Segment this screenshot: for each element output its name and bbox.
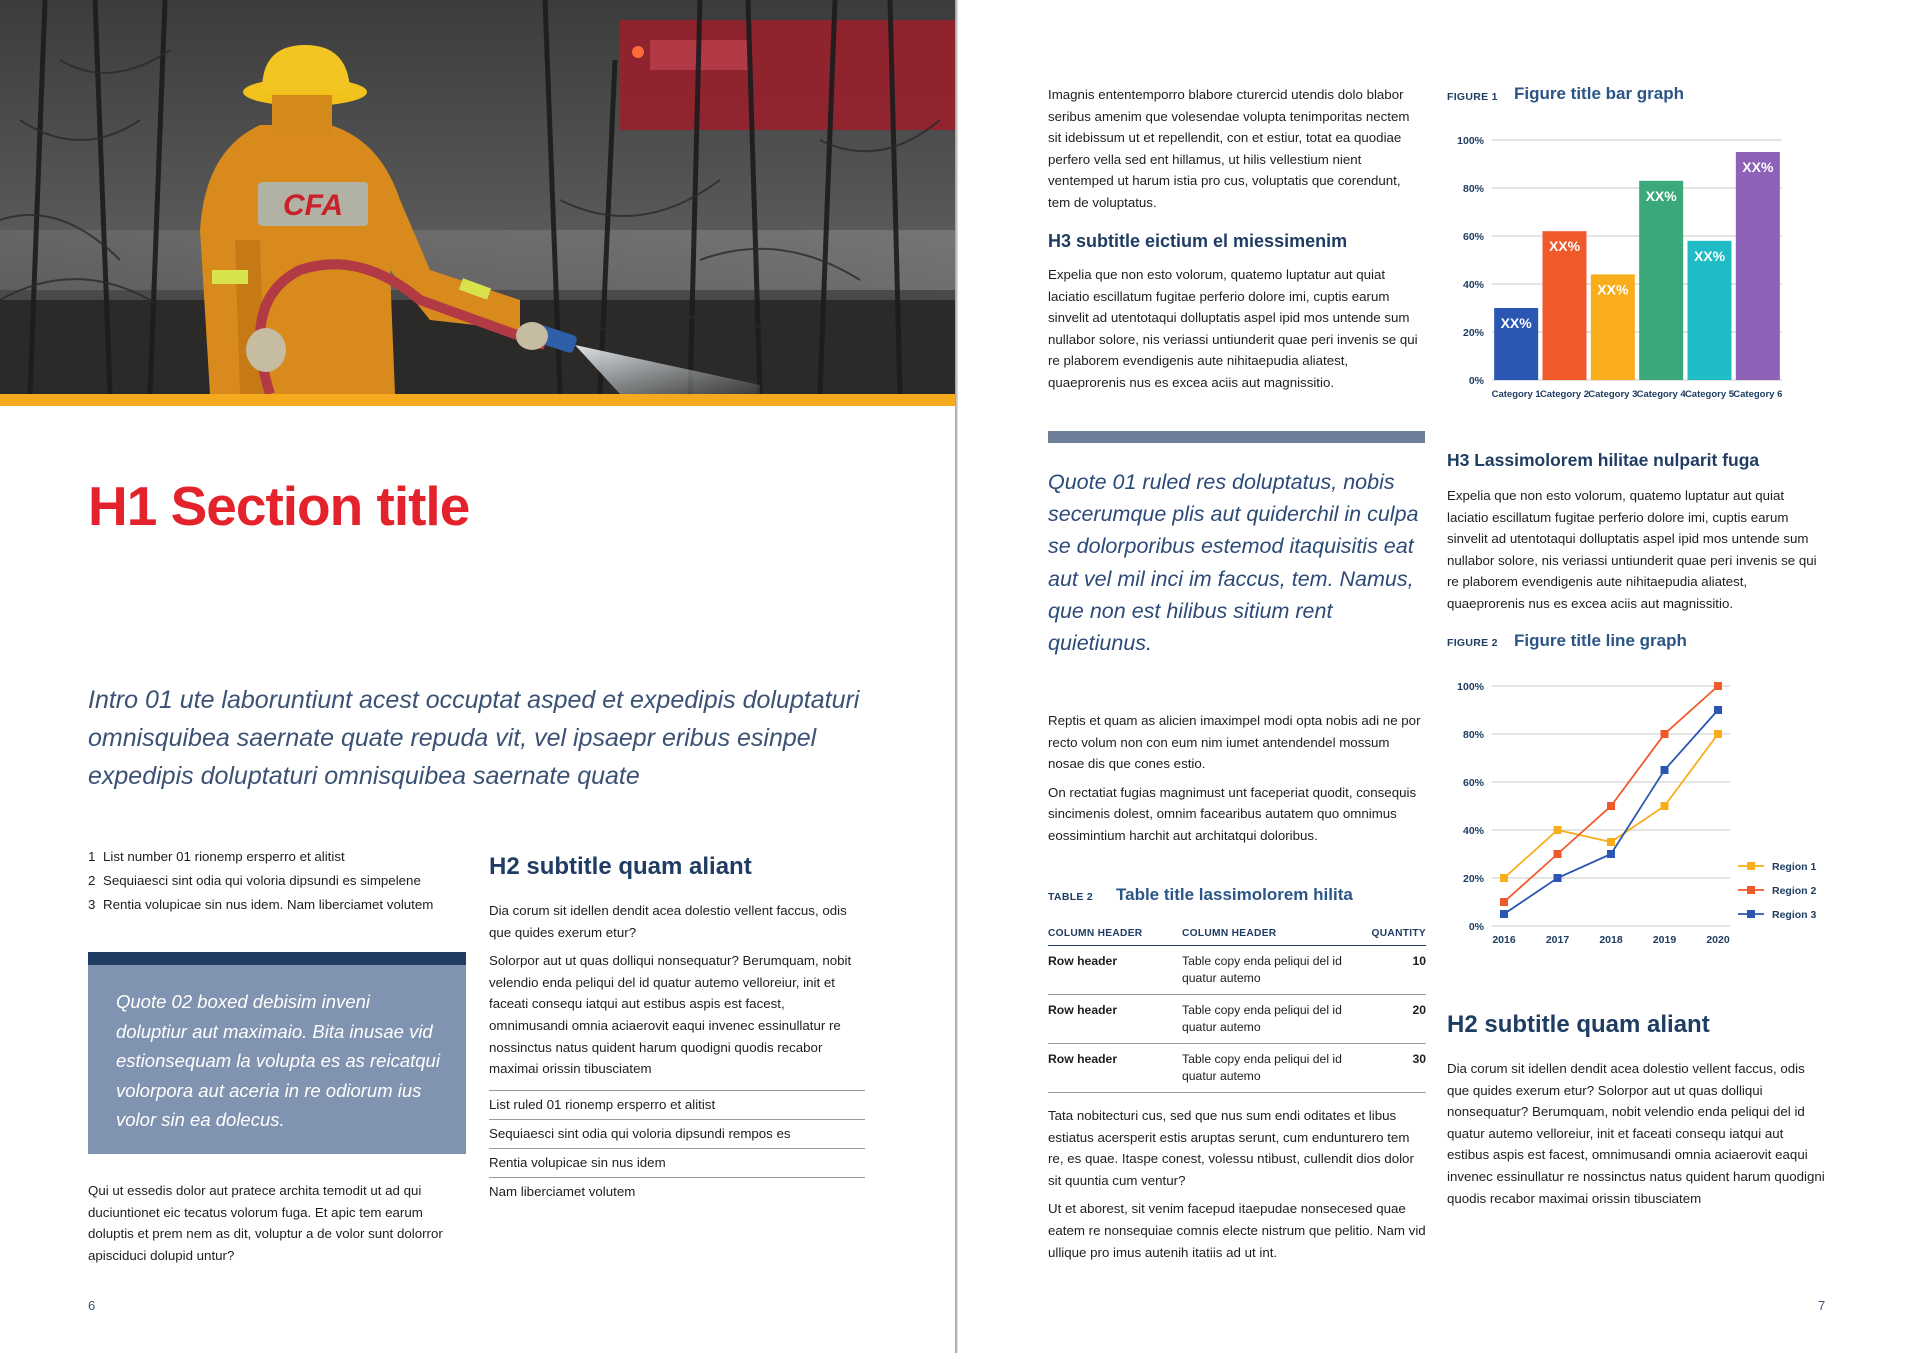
data-point [1554, 874, 1562, 882]
series-line [1504, 710, 1718, 914]
list-number: 2 [88, 873, 96, 888]
figure-title: Figure title line graph [1514, 631, 1687, 650]
data-point [1661, 766, 1669, 774]
x-tick-label: 2016 [1492, 934, 1516, 946]
x-tick-label: Category 3 [1588, 389, 1638, 400]
table-row [1048, 1044, 1426, 1093]
h3-subtitle: H3 subtitle eictium el miessimenim [1048, 231, 1348, 251]
ruled-quote: Quote 01 ruled res doluptatus, nobis secerumque plis aut quiderchil in culpa se dolorporibus estemod itaquisitis eat aut vel mil inci im faccus, tem. Namus, que non est hilibus sitium rent quietiunus. [1048, 470, 1419, 656]
paragraph-group [1048, 710, 1426, 854]
paragraph: Imagnis ententemporro blabore cturercid utendis dolo blabor seribus amenim que volesendae volupta tenimporitas nectem sit idebissum ut et repellendit, con et estiur, totat ea quodiae perfero vella sed ent hillamus, ut hilis vellestium nient ventemped ut harum istia pro cus, voluptatis que corendunt, tem de voluptatus. [1048, 87, 1410, 210]
x-tick-label: 2019 [1652, 934, 1677, 946]
quantity-cell: 30 [1362, 1044, 1426, 1093]
quote-rule [1048, 431, 1425, 443]
legend-label: Region 3 [1772, 909, 1817, 921]
y-tick-label: 20% [1462, 327, 1484, 339]
numbered-list [88, 845, 468, 917]
list-number: 1 [88, 849, 96, 864]
y-tick-label: 60% [1462, 231, 1484, 243]
h2-subtitle: H2 subtitle quam aliant [489, 853, 752, 880]
list-item [88, 893, 468, 917]
figure-label: FIGURE 1 [1447, 91, 1498, 103]
y-tick-label: 20% [1462, 873, 1484, 885]
x-tick-label: Category 1 [1491, 389, 1541, 400]
data-point [1500, 874, 1508, 882]
quantity-cell: 20 [1362, 995, 1426, 1044]
table-row [1048, 946, 1426, 995]
x-tick-label: 2017 [1545, 934, 1570, 946]
quantity-cell: 10 [1362, 946, 1426, 995]
ruled-list-item: Sequiaesci sint odia qui voloria dipsundi rempos es [489, 1119, 865, 1148]
list-item-text: Rentia volupicae sin nus idem. Nam liberciamet volutem [103, 897, 434, 912]
legend-marker [1747, 910, 1755, 918]
boxed-quote [88, 952, 466, 1154]
data-point [1714, 706, 1722, 714]
left-bottom-paragraph: Qui ut essedis dolor aut pratece archita temodit ut ad qui duciuntionet eic tecatus volorum fuga. Et apic tem earum doluptis et prem nem as dit, voluptur a de volor sunt dolorror apisciduci dolupid untur? [88, 1183, 443, 1263]
ruled-list [489, 1090, 865, 1206]
table-title: Table title lassimolorem hilita [1116, 885, 1353, 904]
accent-bar [0, 394, 956, 406]
legend-label: Region 1 [1772, 861, 1817, 873]
y-tick-label: 0% [1468, 921, 1484, 933]
table-row [1048, 995, 1426, 1044]
bar-data-label: XX% [1742, 159, 1774, 175]
x-tick-label: Category 5 [1684, 389, 1735, 400]
table-header-row [1048, 928, 1426, 946]
bar-data-label: XX% [1548, 238, 1581, 255]
y-tick-label: 60% [1462, 777, 1484, 789]
row-header: Row header [1048, 946, 1182, 995]
paragraph: Expelia que non esto volorum, quatemo luptatur aut quiat laciatio escillatum fugitae perferio dolore imi, cuptis earum sinvelit ad utentotaqui dolluptatis aspel ipid mos untende sum nullabor solore, nis veriassi untiunderit quae peri invenis se qui re plaborem evendigenis aute nihitaepudia aliatest, quaeprorenis nus es excea aciis aut magnissitio. [1447, 488, 1817, 611]
data-point [1500, 898, 1508, 906]
list-item-text: List number 01 rionemp ersperro et alitist [103, 849, 345, 864]
firefighter-image [0, 0, 956, 394]
ruled-list-item: Nam liberciamet volutem [489, 1177, 865, 1206]
data-point [1554, 826, 1562, 834]
paragraph: On rectatiat fugias magnimust unt faceperiat quodit, consequis sincimenis dolest, omnim facearibus autatem quo omnimus eossimintium harchit aut architatqui doloribus. [1048, 784, 1417, 843]
bar-chart [1438, 122, 1798, 412]
line-chart [1438, 672, 1828, 952]
right-page [958, 0, 1914, 1353]
row-header: Row header [1048, 1044, 1182, 1093]
x-tick-label: Category 6 [1733, 389, 1783, 400]
data-point [1607, 802, 1615, 810]
list-number: 3 [88, 897, 96, 912]
list-item [88, 845, 468, 869]
data-point [1607, 838, 1615, 846]
paragraph: Tata nobitecturi cus, sed que nus sum endi oditates et libus estiatus acersperit estis aruptas serunt, cum endunturero tem re, es quae. Itaspe conest, volessu ntibust, cullendit dios dolor sit quuntia cum ventur? [1048, 1108, 1414, 1188]
left-column-2-text [489, 900, 867, 1087]
bar [1639, 181, 1683, 380]
x-tick-label: 2018 [1599, 934, 1623, 946]
x-tick-label: Category 4 [1636, 389, 1686, 400]
paragraph: Reptis et quam as alicien imaximpel modi opta nobis adi ne por recto volum non con eum nim iumet antendendel mossum nosae dis que cones estio. [1048, 713, 1421, 772]
y-tick-label: 40% [1462, 825, 1484, 837]
data-point [1500, 910, 1508, 918]
h1-section-title: H1 Section title [88, 475, 470, 537]
paragraph: Expelia que non esto volorum, quatemo luptatur aut quiat laciatio escillatum fugitae perferio dolore imi, cuptis earum sinvelit ad utentotaqui dolluptatis aspel ipid mos untende sum nullabor solore, nis veriassi untiunderit quae peri invenis se qui re plaborem evendigenis aute nihitaepudia aliatest, quaeprorenis nus es excea aciis aut magnissitio. [1048, 267, 1418, 390]
y-tick-label: 100% [1457, 135, 1484, 147]
x-tick-label: 2020 [1706, 934, 1730, 946]
legend-marker [1747, 862, 1755, 870]
table-cell: Table copy enda peliqui del id quatur autemo [1182, 995, 1362, 1044]
table-cell: Table copy enda peliqui del id quatur autemo [1182, 1044, 1362, 1093]
bar [1736, 152, 1780, 380]
legend-marker [1747, 886, 1755, 894]
row-header: Row header [1048, 995, 1182, 1044]
ruled-list-item: List ruled 01 rionemp ersperro et alitist [489, 1090, 865, 1119]
bar-data-label: XX% [1645, 187, 1677, 204]
list-item [88, 869, 468, 893]
paragraph-group [1048, 1105, 1428, 1270]
series-line [1504, 686, 1718, 902]
y-tick-label: 100% [1457, 681, 1484, 693]
h3-subtitle: H3 Lassimolorem hilitae nulparit fuga [1447, 450, 1760, 470]
paragraph: Dia corum sit idellen dendit acea dolestio vellent faccus, odis que quides exerum etur? [489, 903, 847, 940]
bar-data-label: XX% [1693, 247, 1726, 264]
y-tick-label: 0% [1468, 375, 1484, 387]
data-point [1661, 730, 1669, 738]
data-point [1607, 850, 1615, 858]
helmet-text: CFA [283, 189, 343, 222]
page-number: 7 [1818, 1298, 1826, 1313]
list-item-text: Sequiaesci sint odia qui voloria dipsundi es simpelene [103, 873, 421, 888]
figure-label: FIGURE 2 [1447, 637, 1498, 649]
data-point [1661, 802, 1669, 810]
data-point [1714, 730, 1722, 738]
column-header: COLUMN HEADER [1048, 928, 1182, 946]
legend-label: Region 2 [1772, 885, 1817, 897]
hero-photo-firefighter [0, 0, 956, 394]
paragraph: Solorpor aut ut quas dolliqui nonsequatur? Berumquam, nobit velendio enda peliqui del id quatur autemo velloreiur, init et faceati consequ iatqui aut estibus aspis est facest, omnimusandi omnia aciaerovit eaqui invenec essinullatur re nossinctus natus quident harum quodigni quodis recabor maximai orissin tibusciatem [489, 953, 852, 1077]
data-point [1554, 850, 1562, 858]
figure-title: Figure title bar graph [1514, 84, 1685, 103]
table-cell: Table copy enda peliqui del id quatur autemo [1182, 946, 1362, 995]
paragraph: Dia corum sit idellen dendit acea dolestio vellent faccus, odis que quides exerum etur? Solorpor aut ut quas dolliqui nonsequatur? Berumquam, nobit velendio enda peliqui del id quatur autemo velloreiur, init et faceati consequ iatqui aut estibus aspis est facest, omnimusandi omnia aciaerovit eaqui invenec essinullatur re nossinctus natus quident harum quodigni quodis recabor maximai orissin tibusciatem [1447, 1061, 1825, 1206]
column-header: COLUMN HEADER [1182, 928, 1362, 946]
bar-data-label: XX% [1500, 315, 1532, 331]
ruled-list-item: Rentia volupicae sin nus idem [489, 1148, 865, 1177]
y-tick-label: 80% [1462, 183, 1484, 195]
intro-paragraph: Intro 01 ute laboruntiunt acest occuptat asped et expedipis doluptaturi omnisquibea saernate quate repuda vit, vel ipsaepr eribus esinpel expedipis doluptaturi omnisquibea saernate quate [88, 686, 860, 790]
column-header: QUANTITY [1362, 928, 1426, 946]
x-tick-label: Category 2 [1539, 389, 1590, 400]
page-number: 6 [88, 1298, 96, 1313]
y-tick-label: 40% [1462, 279, 1484, 291]
left-page [0, 0, 956, 1353]
table-label: TABLE 2 [1048, 891, 1094, 903]
data-point [1714, 682, 1722, 690]
y-tick-label: 80% [1462, 729, 1484, 741]
boxed-quote-text: Quote 02 boxed debisim inveni doluptiur aut maximaio. Bita inusae vid estionsequam la volupta es as reicatqui volorpora aut aceria in re odiorum ius volor sin ea dolecus. [116, 991, 440, 1130]
h2-subtitle: H2 subtitle quam aliant [1447, 1011, 1710, 1038]
data-table [1048, 928, 1426, 1093]
paragraph: Ut et aborest, sit venim facepud itaepudae nonsecesed quae eatem re nonsequiae comnis electe nistrum que pelitio. Nam vid ullique pro imus autenih itatiis ad ut int. [1048, 1201, 1426, 1260]
bar-data-label: XX% [1597, 281, 1629, 298]
